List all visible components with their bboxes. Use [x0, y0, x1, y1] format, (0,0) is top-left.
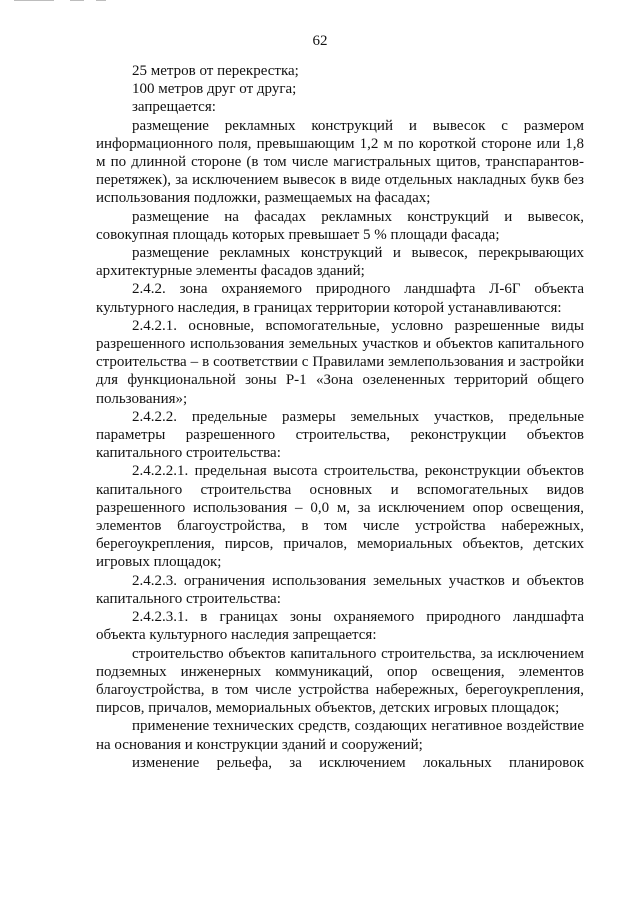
page-number: 62	[312, 33, 328, 49]
scan-edge-mark	[96, 0, 106, 1]
paragraph: 2.4.2.3.1. в границах зоны охраняемого природного ландшафта объекта культурного наследия запрещается:	[96, 609, 584, 644]
paragraph: строительство объектов капитального строительства, за исключением подземных инженерных коммуникаций, опор освещения, элементов благоустройства, в том числе устройства набережных, берегоукрепления, пирсов, причалов, мемориальных объектов, детских игровых площадок;	[96, 645, 584, 717]
paragraph: применение технических средств, создающих негативное воздействие на основания и конструкции зданий и сооружений;	[96, 718, 584, 753]
paragraph: 25 метров от перекрестка;	[132, 63, 299, 79]
paragraph: 2.4.2.1. основные, вспомогательные, условно разрешенные виды разрешенного использования земельных участков и объектов капитального строительства – в соответствии с Правилами землепользования и застройки для функциональной зоны Р-1 «Зона озелененных территорий общего пользования»;	[96, 317, 584, 407]
document-body	[96, 62, 584, 772]
scan-edge-mark	[70, 0, 84, 1]
paragraph: размещение рекламных конструкций и вывесок, перекрывающих архитектурные элементы фасадов зданий;	[96, 245, 584, 280]
paragraph: 2.4.2.3. ограничения использования земельных участков и объектов капитального строительства:	[96, 572, 584, 607]
paragraph: 2.4.2. зона охраняемого природного ландшафта Л-6Г объекта культурного наследия, в границах территории которой устанавливаются:	[96, 281, 584, 316]
paragraph: размещение рекламных конструкций и вывесок с размером информационного поля, превышающим 1,2 м по короткой стороне или 1,8 м по длинной стороне (в том числе магистральных щитов, транспарантов-перетяжек), за исключением вывесок в виде отдельных накладных букв без использования подложки, размещаемых на фасадах;	[96, 117, 584, 207]
paragraph: 2.4.2.2. предельные размеры земельных участков, предельные параметры разрешенного строительства, реконструкции объектов капитального строительства:	[96, 408, 584, 462]
paragraph: размещение на фасадах рекламных конструкций и вывесок, совокупная площадь которых превышает 5 % площади фасада;	[96, 208, 584, 243]
paragraph: 2.4.2.2.1. предельная высота строительства, реконструкции объектов капитального строительства основных и вспомогательных видов разрешенного использования – 0,0 м, за исключением опор освещения, элементов благоустройства, в том числе устройства набережных, берегоукрепления, пирсов, причалов, мемориальных объектов, детских игровых площадок;	[96, 463, 584, 571]
paragraph: 100 метров друг от друга;	[132, 81, 297, 98]
paragraph: изменение рельефа, за исключением локальных планировок	[132, 754, 584, 771]
paragraph: запрещается:	[132, 99, 216, 116]
scan-edge-mark	[14, 0, 54, 1]
